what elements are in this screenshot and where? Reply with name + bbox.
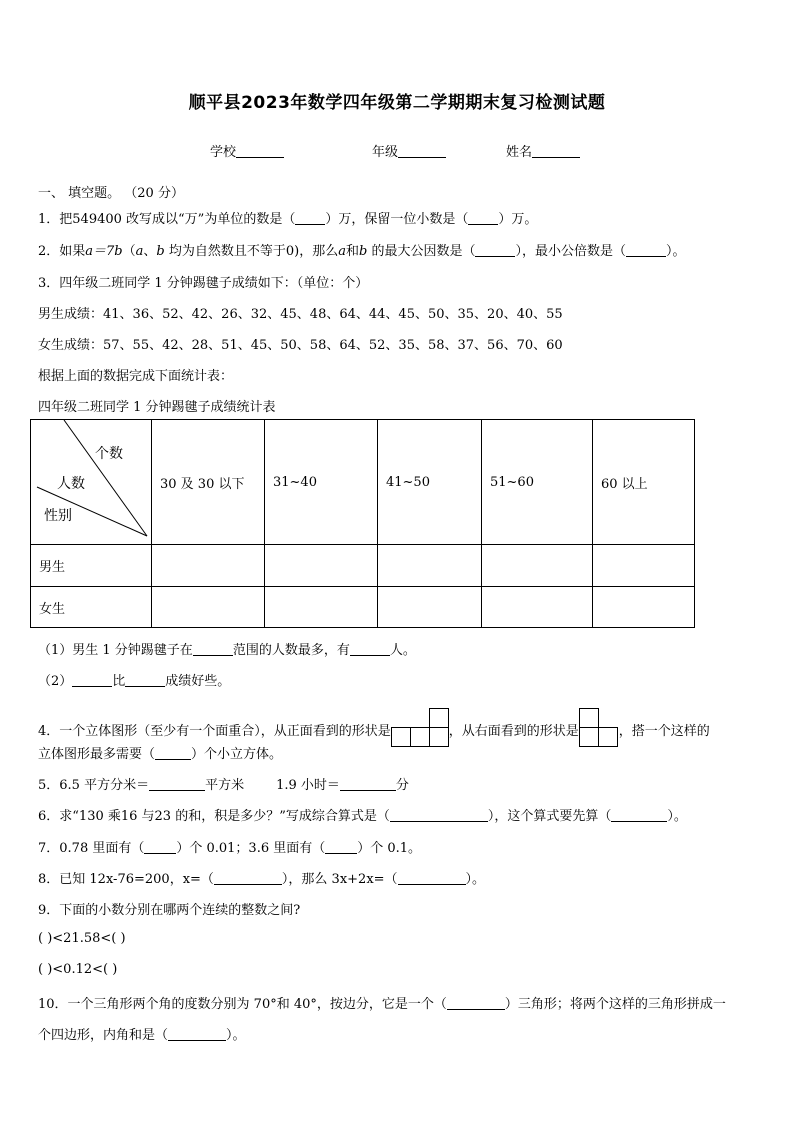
column-header: 30 及 30 以下 bbox=[152, 420, 265, 545]
question-4-cont: 立体图形最多需要（ ）个小立方体。 bbox=[38, 747, 283, 762]
page-title: 顺平县2023年数学四年级第二学期期末复习检测试题 bbox=[188, 93, 606, 113]
q8-blank-1[interactable] bbox=[214, 870, 282, 885]
front-view-figure bbox=[391, 707, 449, 747]
table-header-diagonal bbox=[31, 420, 152, 545]
question-2: 2．如果a＝7b（a、b 均为自然数且不等于0)，那么a和b 的最大公因数是（ ），最小公倍数是（ ）。 bbox=[38, 244, 686, 259]
table-cell[interactable] bbox=[482, 587, 593, 628]
q4-blank[interactable] bbox=[155, 745, 191, 760]
q3-sub1-blank-2[interactable] bbox=[350, 641, 390, 656]
table-cell[interactable] bbox=[593, 587, 695, 628]
question-9-line-2: ( )<0.12<( ) bbox=[38, 962, 118, 977]
table-cell[interactable] bbox=[593, 545, 695, 587]
question-4: 4．一个立体图形（至少有一个面重合），从正面看到的形状是 ，从右面看到的形状是 ，搭一个这样的 bbox=[38, 707, 710, 747]
question-6: 6．求“130 乘16 与23 的和，积是多少？”写成综合算式是（ ），这个算式要先算（ ）。 bbox=[38, 809, 687, 824]
grade-blank[interactable] bbox=[398, 143, 446, 158]
name-field: 姓名 bbox=[506, 141, 580, 160]
q7-blank-1[interactable] bbox=[144, 839, 176, 854]
q1-blank-2[interactable] bbox=[468, 210, 498, 225]
table-cell[interactable] bbox=[152, 545, 265, 587]
q6-blank-2[interactable] bbox=[611, 807, 667, 822]
question-3-intro: 3．四年级二班同学 1 分钟踢毽子成绩如下：（单位：个） bbox=[38, 276, 369, 291]
name-blank[interactable] bbox=[532, 143, 580, 158]
q10-blank-1[interactable] bbox=[447, 995, 505, 1010]
header-gender-label: 性别 bbox=[44, 508, 72, 524]
grade-field: 年级 bbox=[372, 141, 446, 160]
q3-sub1-blank-1[interactable] bbox=[193, 641, 233, 656]
q8-blank-2[interactable] bbox=[398, 870, 466, 885]
table-cell[interactable] bbox=[378, 545, 482, 587]
question-9-line-1: ( )<21.58<( ) bbox=[38, 931, 126, 946]
table-cell[interactable] bbox=[152, 587, 265, 628]
question-1: 1．把549400 改写成以“万”为单位的数是（ ）万，保留一位小数是（ ）万。 bbox=[38, 212, 538, 227]
question-10-cont: 个四边形，内角和是（ ）。 bbox=[38, 1028, 246, 1043]
question-3-sub-1: （1）男生 1 分钟踢毽子在 范围的人数最多，有 人。 bbox=[38, 643, 416, 658]
table-row bbox=[31, 545, 695, 587]
question-8: 8．已知 12x-76=200，x=（ ），那么 3x+2x=（ ）。 bbox=[38, 872, 486, 887]
question-5: 5．6.5 平方分米＝ 平方米 1.9 小时＝ 分 bbox=[38, 778, 409, 793]
column-header: 31~40 bbox=[265, 420, 378, 545]
question-7: 7．0.78 里面有（ ）个 0.01；3.6 里面有（ ）个 0.1。 bbox=[38, 841, 422, 856]
q6-blank-1[interactable] bbox=[390, 807, 488, 822]
table-cell[interactable] bbox=[265, 545, 378, 587]
q2-blank-2[interactable] bbox=[626, 242, 666, 257]
q1-blank-1[interactable] bbox=[295, 210, 325, 225]
school-field: 学校 bbox=[210, 141, 284, 160]
girls-scores: 女生成绩：57、55、42、28、51、45、50、58、64、52、35、58、37、56、70、60 bbox=[38, 338, 563, 353]
table-row bbox=[31, 587, 695, 628]
q2-blank-1[interactable] bbox=[475, 242, 515, 257]
q7-blank-2[interactable] bbox=[325, 839, 357, 854]
question-3-sub-2: （2） 比 成绩好些。 bbox=[38, 674, 231, 689]
column-header: 51~60 bbox=[482, 420, 593, 545]
column-header: 60 以上 bbox=[593, 420, 695, 545]
table-instruction: 根据上面的数据完成下面统计表： bbox=[38, 369, 234, 384]
table-title: 四年级二班同学 1 分钟踢毽子成绩统计表 bbox=[38, 400, 276, 415]
question-10: 10．一个三角形两个角的度数分别为 70°和 40°，按边分，它是一个（ ）三角形；将两个这样的三角形拼成一 bbox=[38, 997, 726, 1012]
header-count-label: 个数 bbox=[95, 446, 123, 462]
table-cell[interactable] bbox=[378, 587, 482, 628]
q5-blank-1[interactable] bbox=[149, 776, 205, 791]
q3-sub2-blank-1[interactable] bbox=[72, 672, 112, 687]
row-header-girls: 女生 bbox=[31, 587, 152, 628]
section-heading: 一、 填空题。 （20 分） bbox=[38, 186, 184, 201]
table-cell[interactable] bbox=[265, 587, 378, 628]
row-header-boys: 男生 bbox=[31, 545, 152, 587]
question-9: 9．下面的小数分别在哪两个连续的整数之间? bbox=[38, 903, 301, 918]
header-people-label: 人数 bbox=[57, 476, 85, 492]
diagonal-lines bbox=[31, 420, 151, 544]
table-cell[interactable] bbox=[482, 545, 593, 587]
score-table bbox=[30, 419, 695, 628]
q5-blank-2[interactable] bbox=[340, 776, 396, 791]
boys-scores: 男生成绩：41、36、52、42、26、32、45、48、64、44、45、50、35、20、40、55 bbox=[38, 307, 563, 322]
q3-sub2-blank-2[interactable] bbox=[125, 672, 165, 687]
column-header: 41~50 bbox=[378, 420, 482, 545]
q10-blank-2[interactable] bbox=[168, 1026, 226, 1041]
school-blank[interactable] bbox=[236, 143, 284, 158]
right-view-figure bbox=[579, 707, 619, 747]
